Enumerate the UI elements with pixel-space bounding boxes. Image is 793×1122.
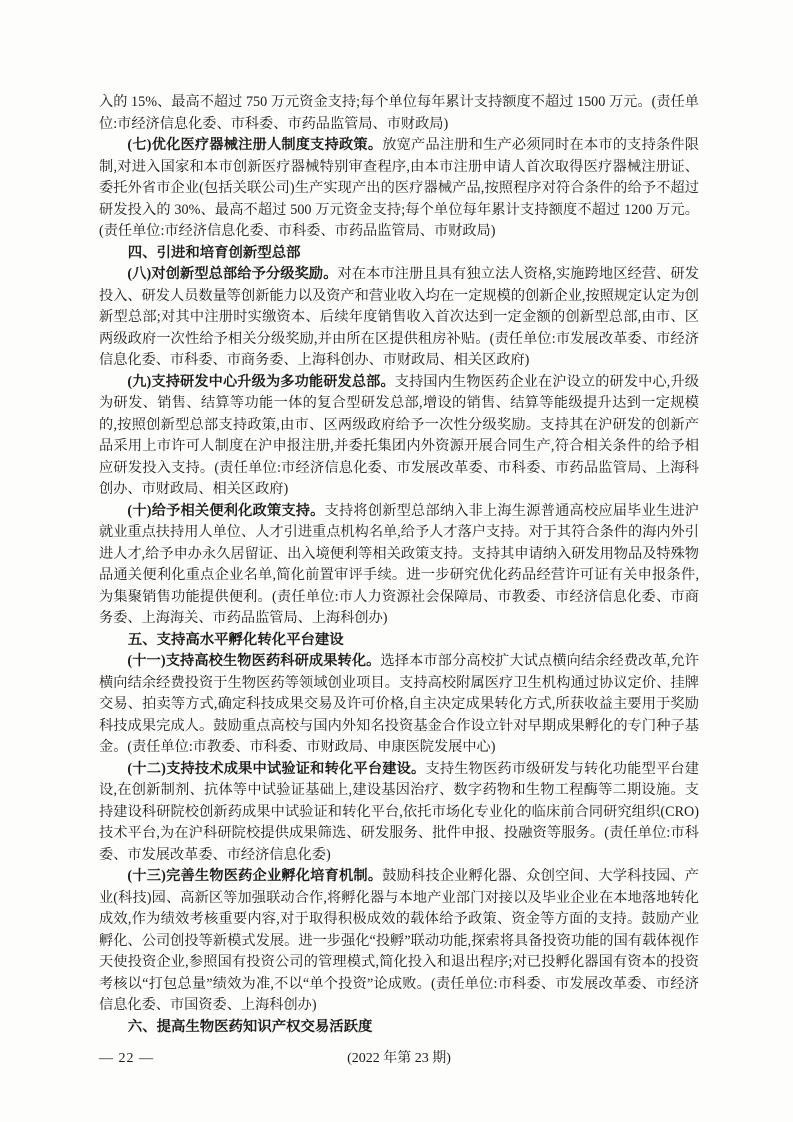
page-number: — 22 —	[99, 1051, 154, 1066]
paragraph-lead: (十三)完善生物医药企业孵化培育机制。	[127, 868, 383, 884]
page-footer	[99, 1048, 699, 1070]
section-heading: 六、提高生物医药知识产权交易活跃度	[127, 1018, 373, 1035]
paragraph: (十)给予相关便利化政策支持。支持将创新型总部纳入非上海生源普通高校应届毕业生进沪就业重点扶持用人单位、人才引进重点机构名单,给予人才落户支持。对于其符合条件的海内外引进人才,给予申办永久居留证、出入境便利等相关政策支持。支持其申请纳入研发用物品及特殊物品通关便利化重点企业名单,简化前置审评手续。进一步研究优化药品经营许可证有关申报条件,为集聚销售功能提供便利。(责任单位:市人力资源社会保障局、市教委、市经济信息化委、市商务委、上海海关、市药品监管局、上海科创办)	[99, 502, 699, 626]
document-body	[99, 92, 699, 1038]
section-heading: 五、支持高水平孵化转化平台建设	[127, 631, 344, 648]
paragraph: (十二)支持技术成果中试验证和转化平台建设。支持生物医药市级研发与转化功能型平台建设,在创新制剂、抗体等中试验证基础上,建设基因治疗、数字药物和生物工程酶等二期设施。支持建设科研院校创新药成果中试验证和转化平台,依托市场化专业化的临床前合同研究组织(CRO)技术平台,为在沪科研院校提供成果筛选、研发服务、批件申报、投融资等服务。(责任单位:市科委、市发展改革委、市经济信息化委)	[99, 760, 699, 863]
paragraph-lead: (八)对创新型总部给予分级奖励。	[127, 266, 338, 282]
paragraph-lead: (十二)支持技术成果中试验证和转化平台建设。	[127, 760, 426, 777]
paragraph: (九)支持研发中心升级为多功能研发总部。支持国内生物医药企业在沪设立的研发中心,升级为研发、销售、结算等功能一体的复合型研发总部,增设的销售、结算等能级提升达到一定规模的,按照创新型总部支持政策,由市、区两级政府给予一次性分级奖励。支持其在沪研发的创新产品采用上市许可人制度在沪申报注册,并委托集团内外资源开展合同生产,符合相关条件的给予相应研发投入支持。(责任单位:市经济信息化委、市发展改革委、市科委、市药品监管局、上海科创办、市财政局、相关区政府)	[99, 373, 699, 497]
paragraph: 入的 15%、最高不超过 750 万元资金支持;每个单位每年累计支持额度不超过 1500 万元。(责任单位:市经济信息化委、市科委、市药品监管局、市财政局)	[99, 94, 699, 132]
paragraph: (十三)完善生物医药企业孵化培育机制。鼓励科技企业孵化器、众创空间、大学科技园、产业(科技)园、高新区等加强联动合作,将孵化器与本地产业部门对接以及毕业企业在本地落地转化成效,作为绩效考核重要内容,对于取得积极成效的载体给予政策、资金等方面的支持。鼓励产业孵化、公司创投等新模式发展。进一步强化“投孵”联动功能,探索将具备投资功能的国有载体视作天使投资企业,参照国有投资公司的管理模式,简化投入和退出程序;对已投孵化器国有资本的投资考核以“打包总量”绩效为准,不以“单个投资”论成败。(责任单位:市科委、市发展改革委、市经济信息化委、市国资委、上海科创办)	[99, 868, 699, 1013]
paragraph: (八)对创新型总部给予分级奖励。对在本市注册且具有独立法人资格,实施跨地区经营、研发投入、研发人员数量等创新能力以及资产和营业收入均在一定规模的创新企业,按照规定认定为创新型总部;对其中注册时实缴资本、后续年度销售收入首次达到一定金额的创新型总部,由市、区两级政府一次性给予相关分级奖励,并由所在区提供租房补贴。(责任单位:市发展改革委、市经济信息化委、市科委、市商务委、上海科创办、市财政局、相关区政府)	[99, 266, 699, 368]
paragraph-lead: (九)支持研发中心升级为多功能研发总部。	[127, 373, 395, 390]
section-heading: 四、引进和培育创新型总部	[127, 244, 301, 261]
issue-label: (2022 年第 23 期)	[347, 1051, 451, 1066]
paragraph: (七)优化医疗器械注册人制度支持政策。放宽产品注册和生产必须同时在本市的支持条件限制,对进入国家和本市创新医疗器械特别审查程序,由本市注册申请人首次取得医疗器械注册证、委托外省市企业(包括关联公司)生产实现产出的医疗器械产品,按照程序对符合条件的给予不超过研发投入的 30%、最高不超过 500 万元资金支持;每个单位每年累计支持额度不超过 1200 万元。(责任单位:市经济信息化委、市科委、市药品监管局、市财政局)	[99, 137, 699, 239]
paragraph-lead: (七)优化医疗器械注册人制度支持政策。	[127, 137, 383, 153]
paragraph-lead: (十)给予相关便利化政策支持。	[127, 502, 325, 519]
paragraph-lead: (十一)支持高校生物医药科研成果转化。	[127, 653, 381, 669]
paragraph: (十一)支持高校生物医药科研成果转化。选择本市部分高校扩大试点横向结余经费改革,允许横向结余经费投资于生物医药等领域创业项目。支持高校附属医疗卫生机构通过协议定价、挂牌交易、拍卖等方式,确定科技成果交易及许可价格,自主决定成果转化方式,所获收益主要用于奖励科技成果完成人。鼓励重点高校与国内外知名投资基金合作设立针对早期成果孵化的专门种子基金。(责任单位:市教委、市科委、市财政局、申康医院发展中心)	[99, 653, 699, 755]
